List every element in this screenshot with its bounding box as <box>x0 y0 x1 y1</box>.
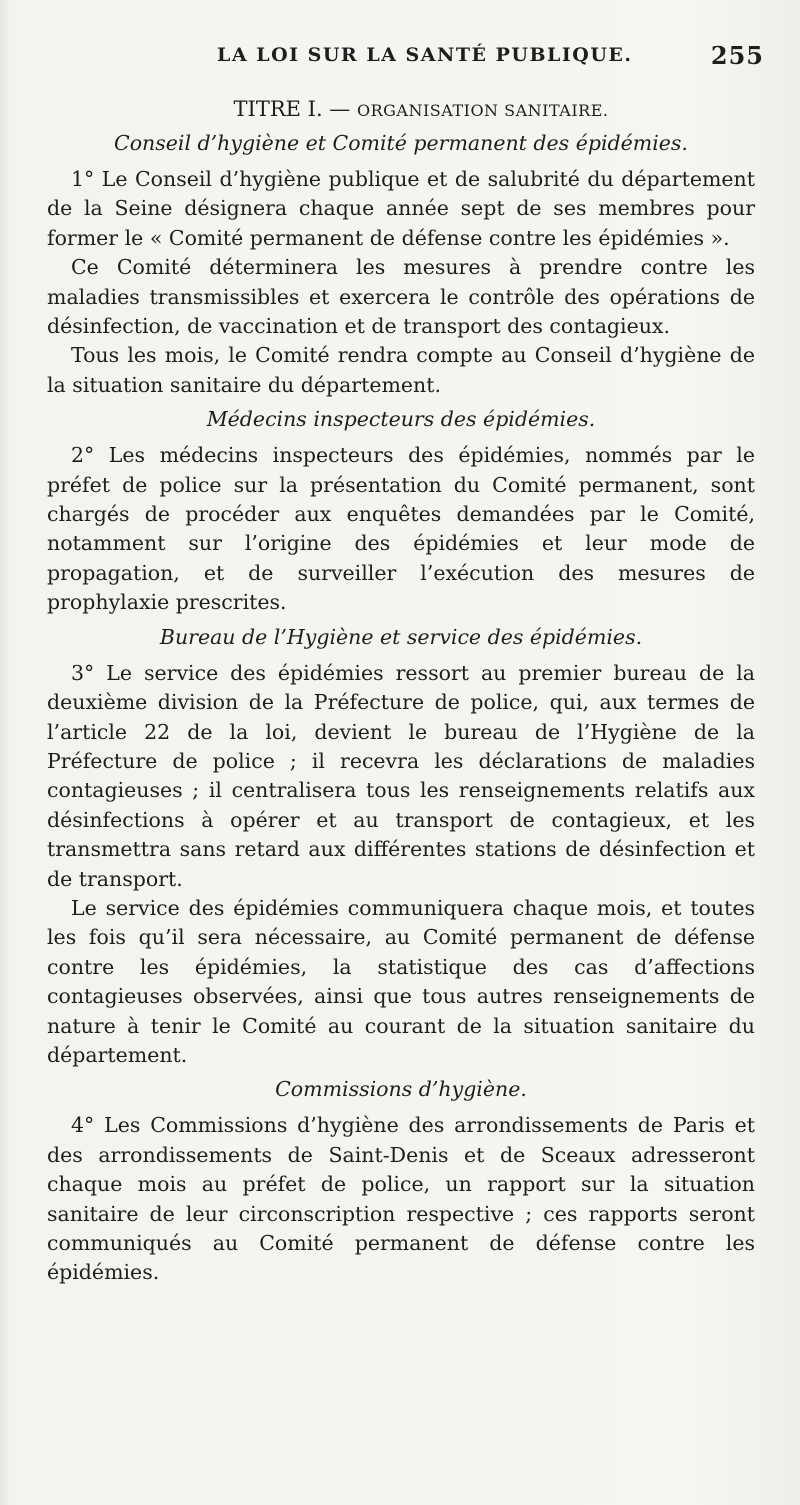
section-heading-commissions: Commissions d’hygiène. <box>275 1077 527 1102</box>
paragraph: Le service des épidémies communiquera chaque mois, et toutes les fois qu’il sera nécessaire, au Comité permanent de défense contre les épidémies, la statistique des cas d’affections contagieuses observées, ainsi que tous autres renseignements de nature à tenir le Comité au courant de la situation sanitaire du département. <box>47 895 755 1067</box>
paragraph: Ce Comité déterminera les mesures à prendre contre les maladies transmissibles et exercera le contrôle des opérations de désinfection, de vaccination et de transport des contagieux. <box>47 255 755 339</box>
page-body <box>47 94 755 1288</box>
paragraph: 3° Le service des épidémies ressort au premier bureau de la deuxième division de la Préfecture de police, qui, aux termes de l’article 22 de la loi, devient le bureau de l’Hygiène de la Préfecture de police ; il recevra les déclarations de maladies contagieuses ; il centralisera tous les renseignements relatifs aux désinfections à opérer et au transport de contagieux, et les transmettra sans retard aux différentes stations de désinfection et de transport. <box>47 660 755 891</box>
chapter-title-name: ORGANISATION SANITAIRE. <box>356 101 609 120</box>
section-heading-medecins: Médecins inspecteurs des épidémies. <box>206 407 596 432</box>
paragraph: 4° Les Commissions d’hygiène des arrondissements de Paris et des arrondissements de Saint-Denis et de Sceaux adresseront chaque mois au préfet de police, un rapport sur la situation sanitaire de leur circonscription respective ; ces rapports seront communiqués au Comité permanent de défense contre les épidémies. <box>47 1113 755 1285</box>
running-head <box>0 38 800 70</box>
running-title: LA LOI SUR LA SANTÉ PUBLIQUE. <box>217 44 633 66</box>
paragraph: Tous les mois, le Comité rendra compte au Conseil d’hygiène de la situation sanitaire du département. <box>47 343 755 397</box>
paragraph: 1° Le Conseil d’hygiène publique et de salubrité du département de la Seine désignera chaque année sept de ses membres pour former le « Comité permanent de défense contre les épidémies ». <box>47 167 755 250</box>
paragraph: 2° Les médecins inspecteurs des épidémies, nommés par le préfet de police sur la présentation du Comité permanent, sont chargés de procéder aux enquêtes demandées par le Comité, notamment sur l’origine des épidémies et leur mode de propagation, et de surveiller l’exécution des mesures de prophylaxie prescrites. <box>47 443 755 615</box>
section-heading-bureau: Bureau de l’Hygiène et service des épidémies. <box>159 624 643 649</box>
chapter-title-label: TITRE I. — <box>233 97 357 121</box>
page-number: 255 <box>710 41 764 70</box>
section-heading-conseil: Conseil d’hygiène et Comité permanent des épidémies. <box>114 131 688 155</box>
chapter-title <box>87 94 755 124</box>
